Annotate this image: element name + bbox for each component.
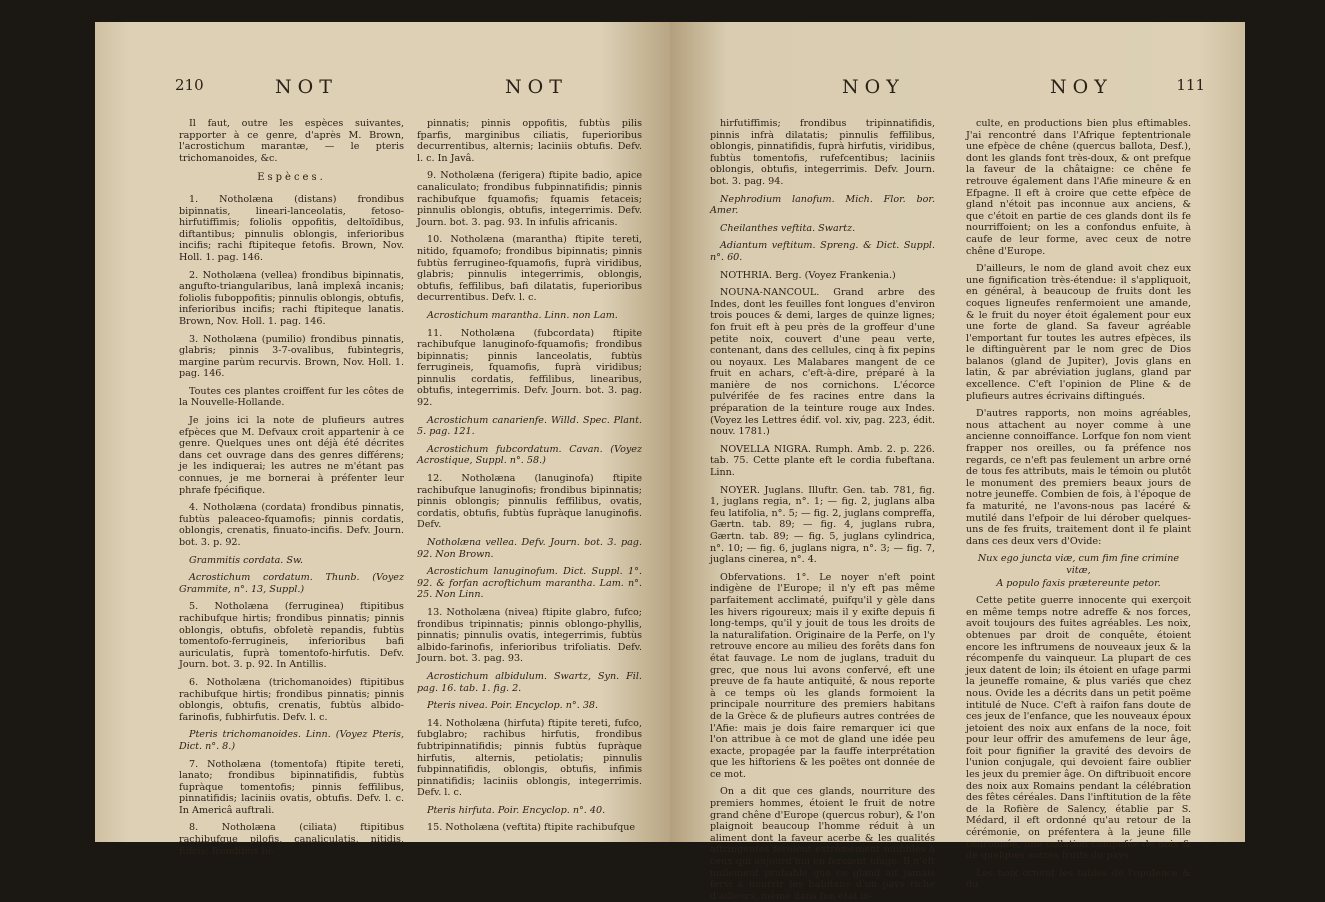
left-column-2 [417, 118, 642, 834]
verse-line: A populo faxis prætereunte petor. [996, 577, 1161, 589]
running-head-left: NOT [275, 76, 338, 98]
page-number: 210 [175, 76, 204, 94]
entry: Nephrodium lanofum. Mich. Flor. bor. Amer. [710, 193, 935, 217]
left-column-1 [179, 118, 404, 857]
entry: Cheilanthes veftita. Swartz. [720, 222, 856, 234]
entry: pinnatis; pinnis oppofitis, fubtùs pilis fparfis, marginibus ciliatis, fuperioribus decurrentibus, alternis; laciniis obtufis. Defv. l. c. In Javâ. [417, 118, 642, 164]
intro-paragraph: Il faut, outre les espèces suivantes, rapporter à ce genre, d'après M. Brown, l'acrostichum marantæ, — le pteris trichomanoides, &c. [179, 118, 404, 164]
left-page [95, 22, 670, 857]
entry: 1. Notholæna (distans) frondibus bipinnatis, lineari-lanceolatis, fetoso-hirfutiffimis; foliolis oppofitis, deltoïdibus, diftantibus; pinnulis oblongis, inferioribus incifis; rachi ftipiteque fetofis. Brown, Nov. Holl. 1. pag. 146. [179, 193, 404, 263]
entry: 15. Notholæna (veftita) ftipite rachibufque [427, 822, 636, 834]
entry: 10. Notholæna (marantha) ftipite tereti, nitido, fquamofo; frondibus bipinnatis; pinnis fubtùs ferrugineo-fquamofis, fuprà viridibus, glabris; pinnulis integerrimis, oblongis, obtufis, feffilibus, bafi dilatatis, fuperioribus decurrentibus. Defv. l. c. [417, 234, 642, 304]
entry: 13. Notholæna (nivea) ftipite glabro, fufco; frondibus tripinnatis; pinnis oblongo-phyllis, pinnatis; pinnulis ovatis, integerrimis, fubtùs albido-farinofis, inferioribus trifoliatis. Defv. Journ. bot. 3. pag. 93. [417, 606, 642, 665]
entry: 3. Notholæna (pumilio) frondibus pinnatis, glabris; pinnis 3-7-ovalibus, fubintegris, margine parùm recurvis. Brown, Nov. Holl. 1. pag. 146. [179, 333, 404, 380]
entry: NOVELLA NIGRA. Rumph. Amb. 2. p. 226. tab. 75. Cette plante eft le cordia fubeftana. Linn. [710, 443, 935, 479]
entry: Obfervations. 1°. Le noyer n'eft point indigène de l'Europe; il n'y eft pas même parfaitement acclimaté, puifqu'il y gèle dans les hivers rigoureux; mais il y exifte depuis fi long-temps, qu'il y jouit de tous les droits de la naturalifation. Originaire de la Perfe, on l'y retrouve encore au milieu des forêts dans fon état fauvage. Le nom de juglans, traduit du grec, que nous lui avons confervé, eft une preuve de fa haute antiquité, & nous reporte à ce temps où les glands formoient la principale nourriture des premiers habitans de la Grèce & de plufieurs autres contrées de l'Afie: mais je dois faire remarquer ici que l'on attribue à ce mot de gland une idée peu exacte, propagée par la fauffe interprétation que les hiftoriens & les poëtes ont donnée de ce mot. [710, 571, 935, 780]
entry: 12. Notholæna (lanuginofa) ftipite rachibufque lanuginofis; frondibus bipinnatis; pinnis oblongis; pinnulis feffilibus, ovatis, cordatis, obtufis, fubtùs fupràque lanuginofis. Defv. [417, 473, 642, 531]
entry: Grammitis cordata. Sw. [189, 554, 304, 566]
entry: NOYER. Juglans. Illuftr. Gen. tab. 781, fig. 1, juglans regia, n°. 1; — fig. 2, juglans alba feu latifolia, n°. 5; — fig. 2, juglans compreffa, Gærtn. tab. 89; — fig. 4, juglans rubra, Gærtn. tab. 89; — fig. 5, juglans cylindrica, n°. 10; — fig. 6, juglans nigra, n°. 3; — fig. 7, juglans cinerea, n°. 4. [710, 484, 935, 566]
entry: 8. Notholæna (ciliata) ftipitibus rachibufque pilofis, canaliculatis, nitidis, fufcis; frondibus bi- [179, 822, 404, 857]
entry: Je joins ici la note de plufieurs autres efpèces que M. Defvaux croit appartenir à ce genre. Quelques unes ont déjà été décrites dans cet ouvrage dans des genres différens; je les indiquerai; les autres ne m'étant pas connues, je me bornerai à préfenter leur phrafe fpécifique. [179, 415, 404, 496]
entry: 11. Notholæna (fubcordata) ftipite rachibufque lanuginofo-fquamofis; frondibus bipinnatis; pinnis lanceolatis, fubtùs ferrugineis, fquamofis, fuprà viridibus; pinnulis cordatis, feffilibus, linearibus, obtufis, integerrimis. Defv. Journ. bot. 3. pag. 92. [417, 327, 642, 409]
entry: 7. Notholæna (tomentofa) ftipite tereti, lanato; frondibus bipinnatifidis, fubtùs fupràque tomentofis; pinnis feffilibus, pinnatifidis; laciniis ovatis, obtufis. Defv. l. c. In Americâ auftrali. [179, 758, 404, 816]
entry: Pteris hirfuta. Poir. Encyclop. n°. 40. [427, 804, 606, 816]
entry: 9. Notholæna (ferigera) ftipite badio, apice canaliculato; frondibus fubpinnatifidis; pinnis rachibufque fquamofis; fquamis fetaceis; pinnulis oblongis, obtufis, integerrimis. Defv. Journ. bot. 3. pag. 93. In infulis africanis. [417, 170, 642, 228]
entry: Acrostichum marantha. Linn. non Lam. [427, 309, 618, 321]
entry: NOUNA-NANCOUL. Grand arbre des Indes, dont les feuilles font longues d'environ trois pouces & demi, larges de quinze lignes; fon fruit eft à peu près de la groffeur d'une petite noix, couvert d'une peau verte, contenant, dans des cellules, cinq à fix pepins ou noyaux. Les Malabares mangent de ce fruit en achars, c'eft-à-dire, préparé à la manière de nos cornichons. L'écorce pulvérifée de fes racines entre dans la préparation de la teinture rouge aux Indes. (Voyez les Lettres édif. vol. xiv, pag. 223, édit. nouv. 1781.) [710, 287, 935, 438]
verse-line: Nux ego juncta viæ, cum fim fine crimine vitæ, [977, 553, 1180, 576]
entry: Acrostichum canarienfe. Willd. Spec. Plant. 5. pag. 121. [417, 414, 642, 438]
entry: Acrostichum cordatum. Thunb. (Voyez Grammite, n°. 13, Suppl.) [179, 572, 404, 595]
running-head-left: NOY [842, 76, 905, 98]
entry: Les noix ornent les tables de l'opulence & du [966, 867, 1191, 891]
entry: culte, en productions bien plus eftimables. J'ai rencontré dans l'Afrique feptentrionale une efpèce de chêne (quercus ballota, Desf.), dont les glands font très-doux, & ont prefque la faveur de la châtaigne: ce chêne fe retrouve également dans l'Afie mineure & en Efpagne. Il eft à croire que cette efpèce de gland n'étoit pas inconnue aux anciens, & que c'étoit en partie de ces glands dont ils fe nourriffoient; on les a confondus enfuite, à caufe de leur forme, avec ceux de notre chêne d'Europe. [966, 118, 1191, 257]
right-column-1 [710, 118, 935, 902]
section-heading: Espèces. [257, 172, 326, 184]
entry: Acrostichum lanuginofum. Dict. Suppl. 1°. 92. & forfan acroftichum marantha. Lam. n°. 25. Non Linn. [417, 566, 642, 601]
entry: Notholæna vellea. Defv. Journ. bot. 3. pag. 92. Non Brown. [417, 537, 642, 560]
entry: Toutes ces plantes croiffent fur les côtes de la Nouvelle-Hollande. [179, 385, 404, 409]
entry: Acrostichum albidulum. Swartz, Syn. Fil. pag. 16. tab. 1. fig. 2. [417, 670, 642, 694]
entry: Cette petite guerre innocente qui exerçoit en même temps notre adreffe & nos forces, avoit toujours des fuites agréables. Les noix, obtenues par droit de conquête, étoient encore les inftrumens de nouveaux jeux & la récompenfe du vainqueur. La plupart de ces jeux datent de loin; ils étoient en ufage parmi la jeuneffe romaine, & plus variés que chez nous. Ovide les a décrits dans un petit poëme intitulé de Nuce. C'eft à raifon fans doute de ces jeux de l'enfance, que les nouveaux époux jetoient des noix aux enfans de la noce, foit pour leur offrir des amufemens de leur âge, foit pour fignifier la gravité des devoirs de l'union conjugale, qui devoient faire oublier les jeux du premier âge. On diftribuoit encore des noix aux Romains pendant la célébration des fêtes céréales. Dans l'inftitution de la fête de la Rofière de Salency, établie par S. Médard, il eft ordonné qu'au retour de la cérémonie, on préfentera à la jeune fille couronnée, une collation compofée de noix & de quelques autres fruits du pays. [966, 595, 1191, 862]
entry: 2. Notholæna (vellea) frondibus bipinnatis, angufto-triangularibus, lanâ implexâ incanis; foliolis fuboppofitis; pinnulis oblongis, obtufis, inferioribus incifis; rachi ftipiteque lanatis. Brown, Nov. Holl. 1. pag. 146. [179, 269, 404, 327]
entry: 4. Notholæna (cordata) frondibus pinnatis, fubtùs paleaceo-fquamofis; pinnis cordatis, oblongis, crenatis, finuato-incifis. Defv. Journ. bot. 3. p. 92. [179, 502, 404, 548]
page-number: 111 [1176, 76, 1205, 94]
right-column-2 [966, 118, 1191, 891]
entry: On a dit que ces glands, nourriture des premiers hommes, étoient le fruit de notre grand chêne d'Europe (quercus robur), & l'on plaignoit beaucoup l'homme réduit à un aliment dont la faveur acerbe & les qualités aftringentes feroient extrêmement nuifibles à ceux qui aujourd'hui en feroient ufage. Il n'eft nullement probable que ce gland ait jamais fervi à nourrir les habitans d'un pays riche d'ailleurs, même dans fon état in- [710, 786, 935, 902]
entry: Adiantum veftitum. Spreng. & Dict. Suppl. n°. 60. [710, 240, 935, 263]
running-head [175, 76, 650, 102]
running-head [710, 76, 1205, 102]
entry: 14. Notholæna (hirfuta) ftipite tereti, fufco, fubglabro; rachibus hirfutis, frondibus fubtripinnatifidis; pinnis fubtùs fupràque hirfutis, alternis, petiolatis; pinnulis fubpinnatifidis, oblongis, obtufis, infimis pinnatifidis; laciniis oblongis, integerrimis. Defv. l. c. [417, 717, 642, 799]
entry: Acrostichum fubcordatum. Cavan. (Voyez Acrostique, Suppl. n°. 58.) [417, 443, 642, 467]
running-head-right: NOT [505, 76, 568, 98]
right-page [670, 22, 1245, 902]
entry: 5. Notholæna (ferruginea) ftipitibus rachibufque hirtis; frondibus pinnatis; pinnis oblongis, obtufis, obfoletè repandis, fubtùs tomentofo-ferrugineis, inferioribus bafi auriculatis, fuprà tomentofo-hirfutis. Defv. Journ. bot. 3. p. 92. In Antillis. [179, 601, 404, 671]
entry: D'ailleurs, le nom de gland avoit chez eux une fignification très-étendue: il s'appliquoit, en général, à beaucoup de fruits dont les coques ligneufes renfermoient une amande, & le fruit du noyer étoit également pour eux une forte de gland. Sa faveur agréable l'emportant fur toutes les autres efpèces, ils le diftinguèrent par le nom grec de Dios balanos (gland de Jupiter), Jovis glans en latin, & par abréviation juglans, gland par excellence. C'eft l'opinion de Pline & de plufieurs autres écrivains diftingués. [966, 263, 1191, 402]
entry: hirfutiffimis; frondibus tripinnatifidis, pinnis infrà dilatatis; pinnulis feffilibus, oblongis, pinnatifidis, fuprà hirfutis, viridibus, fubtùs tomentofis, rufefcentibus; laciniis oblongis, obtufis, integerrimis. Defv. Journ. bot. 3. pag. 94. [710, 118, 935, 187]
entry: Pteris trichomanoides. Linn. (Voyez Pteris, Dict. n°. 8.) [179, 729, 404, 752]
book-spread [95, 22, 1245, 902]
entry: D'autres rapports, non moins agréables, nous attachent au noyer comme à une ancienne connoiffance. Lorfque fon nom vient frapper nos oreilles, ou fa préfence nos regards, ce n'eft pas feulement un arbre orné de tous fes attributs, mais le témoin ou plutôt le monument des premiers beaux jours de notre jeuneffe. Combien de fois, à l'époque de fa maturité, ne l'avons-nous pas lacéré & mutilé dans l'efpoir de lui dérober quelques-uns de fes fruits, traitement dont il fe plaint dans ces deux vers d'Ovide: [966, 408, 1191, 547]
entry: Pteris nivea. Poir. Encyclop. n°. 38. [427, 700, 599, 712]
entry: NOTHRIA. Berg. (Voyez Frankenia.) [720, 269, 896, 281]
entry: 6. Notholæna (trichomanoides) ftipitibus rachibufque hirtis; frondibus pinnatis; pinnis oblongis, obtufis, crenatis, fubtùs albido-farinofis, fubhirfutis. Defv. l. c. [179, 676, 404, 723]
running-head-right: NOY [1050, 76, 1113, 98]
